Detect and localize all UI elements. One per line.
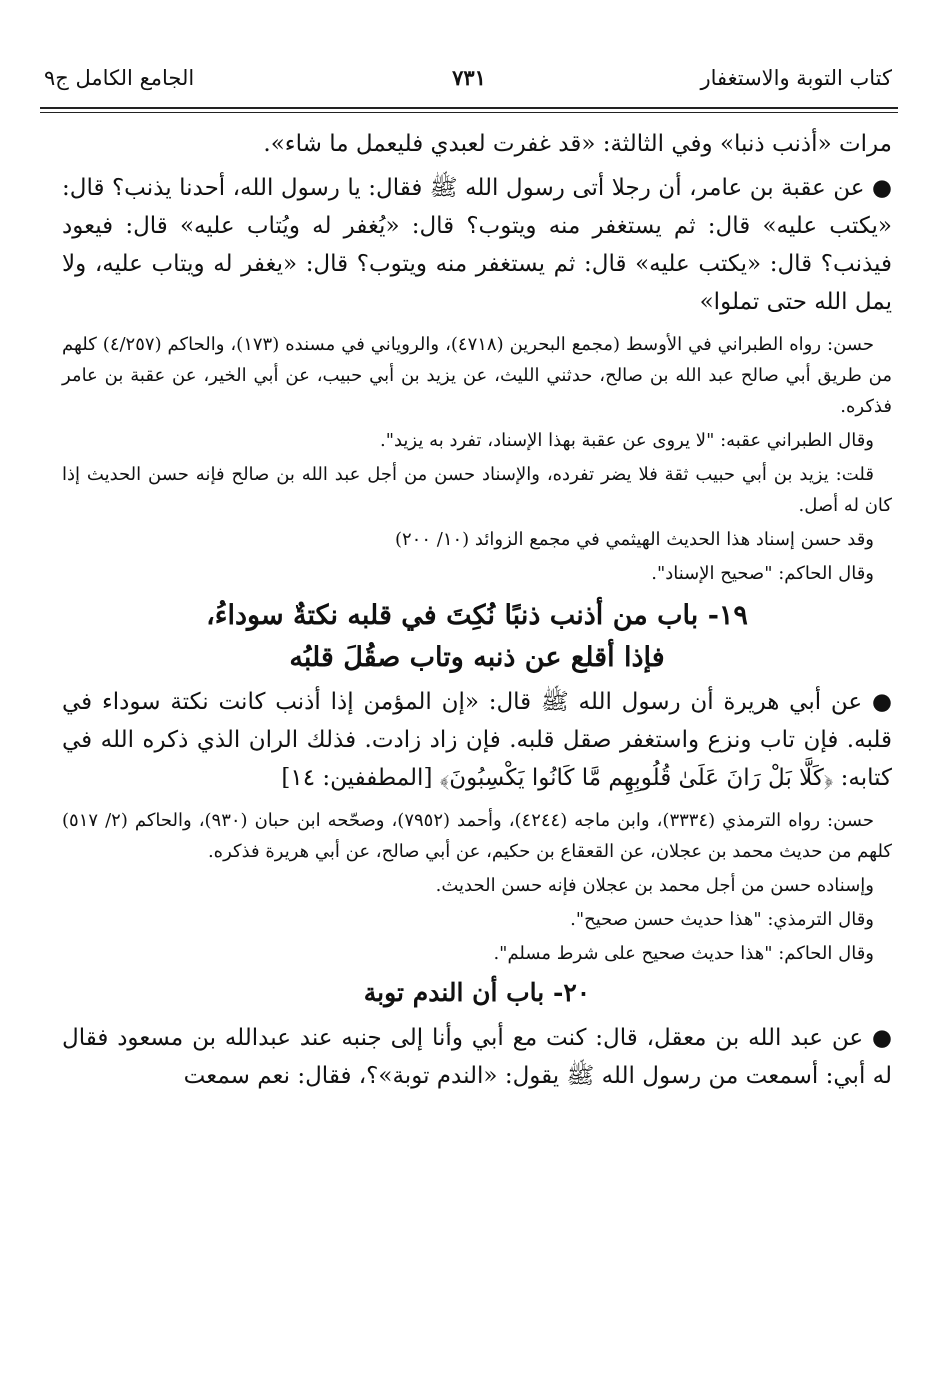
takhrij-paragraph: قلت: يزيد بن أبي حبيب ثقة فلا يضر تفرده، والإسناد حسن من أجل عبد الله بن صالح فإنه حسن الحديث إذا كان له أصل. <box>62 464 892 516</box>
takhrij-paragraph: حسن: رواه الطبراني في الأوسط (مجمع البحرين (٤٧١٨)، والروياني في مسنده (١٧٣)، والحاكم (٤/٢٥٧) كلهم من طريق أبي صالح عبد الله بن صالح، حدثني الليث، عن يزيد بن أبي حبيب، عن أبي الخير، عن عقبة بن عامر فذكره. <box>62 334 892 417</box>
page-body <box>62 125 892 1095</box>
hadith-paragraph: ● عن عقبة بن عامر، أن رجلا أتى رسول الله ﷺ فقال: يا رسول الله، أحدنا يذنب؟ قال: «يكتب عليه» قال: ثم يستغفر منه ويتوب؟ قال: «يُغفر له ويُتاب عليه» قال: فيعود فيذنب؟ قال: «يكتب عليه» قال: ثم يستغفر منه ويتوب؟ قال: «يغفر له ويتاب عليه، ولا يمل الله حتى تملوا» <box>62 175 892 315</box>
running-header <box>40 62 898 102</box>
takhrij-paragraph: وقال الحاكم: "صحيح الإسناد". <box>651 563 874 584</box>
takhrij-paragraph: وقال الطبراني عقبه: "لا يروى عن عقبة بهذا الإسناد، تفرد به يزيد". <box>379 430 874 451</box>
header-rule-thin <box>40 112 898 113</box>
chapter-heading-19 <box>62 595 892 679</box>
chapter-heading-line: ١٩- باب من أذنب ذنبًا نُكِتَ في قلبه نكتةٌ سوداءُ، <box>206 600 748 631</box>
book-title: الجامع الكامل ج٩ <box>44 66 195 90</box>
hadith-paragraph: ● عن أبي هريرة أن رسول الله ﷺ قال: «إن المؤمن إذا أذنب كانت نكتة سوداء في قلبه. فإن تاب ونزع واستغفر صقل قلبه. فإن زاد زادت. فذلك الران الذي ذكره الله في كتابه: ﴿كَلَّا بَلْ رَانَ عَلَىٰ قُلُوبِهِم مَّا كَانُوا يَكْسِبُونَ﴾ [المطففين: ١٤] <box>62 689 892 791</box>
chapter-title: كتاب التوبة والاستغفار <box>700 66 892 90</box>
spacer <box>62 321 892 329</box>
hadith-paragraph: ● عن عبد الله بن معقل، قال: كنت مع أبي وأنا إلى جنبه عند عبدالله بن مسعود فقال له أبي: أسمعت من رسول الله ﷺ يقول: «الندم توبة»؟، فقال: نعم سمعت <box>62 1025 892 1089</box>
takhrij-paragraph: وقال الترمذي: "هذا حديث حسن صحيح". <box>570 909 874 930</box>
chapter-heading-20: ٢٠- باب أن الندم توبة <box>363 978 591 1007</box>
header-rule-thick <box>40 107 898 109</box>
spacer <box>62 797 892 805</box>
page-number: ٧٣١ <box>452 65 486 90</box>
takhrij-paragraph: وقد حسن إسناد هذا الحديث الهيثمي في مجمع الزوائد (١٠/ ٢٠٠) <box>394 529 874 550</box>
takhrij-paragraph: وإسناده حسن من أجل محمد بن عجلان فإنه حسن الحديث. <box>435 875 874 896</box>
intro-line: مرات «أذنب ذنبا» وفي الثالثة: «قد غفرت لعبدي فليعمل ما شاء». <box>263 131 892 157</box>
chapter-heading-line: فإذا أقلع عن ذنبه وتاب صقُلَ قلبُه <box>289 642 665 673</box>
takhrij-paragraph: وقال الحاكم: "هذا حديث صحيح على شرط مسلم". <box>493 943 874 964</box>
takhrij-paragraph: حسن: رواه الترمذي (٣٣٣٤)، وابن ماجه (٤٢٤٤)، وأحمد (٧٩٥٢)، وصحّحه ابن حبان (٩٣٠)، والحاكم (٢/ ٥١٧) كلهم من حديث محمد بن عجلان، عن القعقاع بن حكيم، عن أبي صالح، عن أبي هريرة فذكره. <box>62 810 892 862</box>
